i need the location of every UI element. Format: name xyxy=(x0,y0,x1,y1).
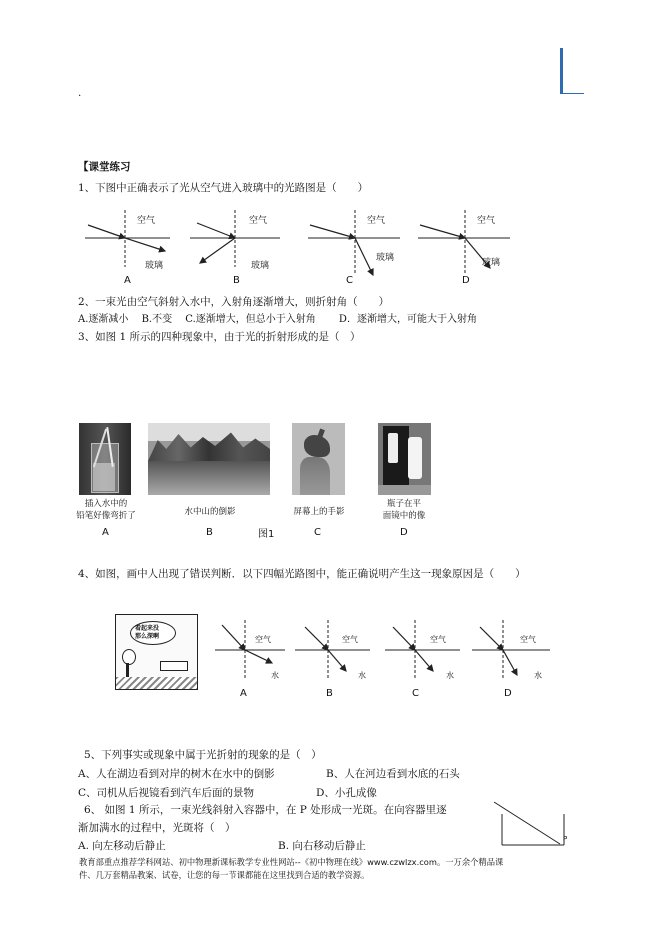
q1-diagram-c xyxy=(308,210,400,275)
q6-container-diagram xyxy=(492,800,572,850)
footer-line-1: 教育部重点推荐学科网站、初中物理新课标教学专业性网站--《初中物理在线》www.czwlzx.com。一万余个精品课 xyxy=(79,857,504,867)
q6-p-label: P xyxy=(563,835,568,843)
q3-caption-a-line1: 插入水中的 xyxy=(84,499,128,509)
q1-glass-label-a: 玻璃 xyxy=(145,261,164,271)
q4-option-d: D xyxy=(504,688,512,699)
q1-glass-label-c: 玻璃 xyxy=(376,253,395,263)
q4-water-label-c: 水 xyxy=(446,671,454,680)
q3-photo-mountain-reflection xyxy=(148,423,270,495)
q1-option-c: C xyxy=(346,275,353,286)
q4-option-b: B xyxy=(326,688,333,699)
q3-caption-d-line2: 面镜中的像 xyxy=(382,511,426,521)
q4-option-c: C xyxy=(412,688,419,699)
question-5-option-c: C、司机从后视镜看到汽车后面的景物 xyxy=(78,787,255,799)
question-5-option-a: A、人在湖边看到对岸的树木在水中的倒影 xyxy=(78,768,275,780)
q1-air-label-d: 空气 xyxy=(477,216,496,226)
q3-caption-a-line2: 铅笔好像弯折了 xyxy=(76,511,136,521)
q1-air-label-a: 空气 xyxy=(137,216,156,226)
q1-air-label-b: 空气 xyxy=(249,216,268,226)
footer-line-2: 件、几万套精品教案、试卷，让您的每一节课都能在这里找到合适的教学资源。 xyxy=(79,870,370,880)
q4-water-label-a: 水 xyxy=(271,671,279,680)
question-1-text: 1、下图中正确表示了光从空气进入玻璃中的光路图是（ ） xyxy=(78,182,369,194)
q1-option-b: B xyxy=(233,275,240,286)
q4-air-label-b: 空气 xyxy=(342,635,358,644)
q4-air-label-a: 空气 xyxy=(255,635,271,644)
q3-caption-c: 屏幕上的手影 xyxy=(293,507,345,517)
header-dot: . xyxy=(78,87,82,99)
q3-option-c: C xyxy=(314,527,321,538)
header-vertical-bar xyxy=(560,48,563,94)
question-2-text: 2、一束光由空气斜射入水中，入射角逐渐增大，则折射角（ ） xyxy=(78,296,390,308)
q3-photo-hand-shadow xyxy=(292,423,345,495)
question-3-text: 3、如图 1 所示的四种现象中，由于光的折射形成的是（ ） xyxy=(78,331,361,343)
q1-air-label-c: 空气 xyxy=(367,216,386,226)
q1-glass-label-d: 玻璃 xyxy=(482,258,501,268)
q4-cartoon-bubble-line2: 那么深啊 xyxy=(135,633,160,640)
question-5-text: 5、下列事实或现象中属于光折射的现象的是（ ） xyxy=(84,749,322,761)
q3-caption-b: 水中山的倒影 xyxy=(184,507,236,517)
q3-photo-bottle-mirror xyxy=(378,423,431,495)
question-5-option-d: D、小孔成像 xyxy=(316,787,377,799)
section-title: 【课堂练习 xyxy=(78,161,131,173)
q3-figure-label: 图1 xyxy=(258,529,275,540)
question-6-option-b: B. 向右移动后静止 xyxy=(278,840,366,852)
question-4-text: 4、如图，画中人出现了错误判断．以下四幅光路图中，能正确说明产生这一现象原因是（ ） xyxy=(78,568,526,580)
question-5-option-b: B、人在河边看到水底的石头 xyxy=(326,768,460,780)
q4-diagrams xyxy=(210,615,560,690)
q4-water-label-d: 水 xyxy=(534,671,542,680)
q1-glass-label-b: 玻璃 xyxy=(251,261,270,271)
question-6-text-line2: 渐加满水的过程中，光斑将（ ） xyxy=(78,822,236,834)
question-2-options: A.逐渐减小 B.不变 C.逐渐增大，但总小于入射角 D．逐渐增大，可能大于入射角 xyxy=(78,314,477,325)
q1-option-a: A xyxy=(124,275,131,286)
question-6-option-a: A. 向左移动后静止 xyxy=(78,840,166,852)
header-rule xyxy=(560,93,584,94)
q3-option-d: D xyxy=(400,527,408,538)
q3-caption-d-line1: 瓶子在平 xyxy=(386,499,421,509)
q4-air-label-d: 空气 xyxy=(520,635,536,644)
q1-option-d: D xyxy=(462,275,470,286)
q3-option-b: B xyxy=(206,527,213,538)
q4-cartoon-bubble-line1: 看起来没 xyxy=(135,625,160,632)
q4-cartoon xyxy=(115,614,198,690)
q3-photo-pencil-in-water xyxy=(79,423,131,495)
q4-air-label-c: 空气 xyxy=(430,635,446,644)
q3-option-a: A xyxy=(102,527,109,538)
question-6-text-line1: 6、 如图 1 所示，一束光线斜射入容器中，在 P 处形成一光斑。在向容器里逐 xyxy=(84,804,447,816)
q4-water-label-b: 水 xyxy=(358,671,366,680)
q4-option-a: A xyxy=(240,688,247,699)
